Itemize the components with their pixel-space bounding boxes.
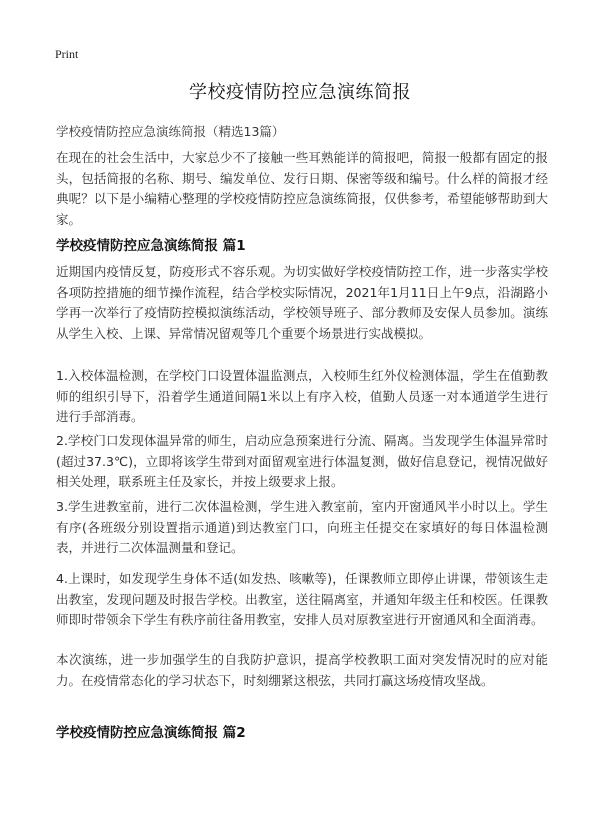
section-heading-2: 学校疫情防控应急演练简报 篇2: [56, 725, 246, 741]
print-link[interactable]: Print: [55, 47, 79, 61]
section-1-paragraph-4: 3.学生进教室前，进行二次体温检测，学生进入教室前，室内开窗通风半小时以上。学生有序(各班级分别设置指示通道)到达教室门口，向班主任提交在家填好的每日体温检测表，并进行二次体温测量和登记。: [56, 499, 548, 555]
section-1-paragraph-1: 近期国内疫情反复，防疫形式不容乐观。为切实做好学校疫情防控工作，进一步落实学校各项防控措施的细节操作流程，结合学校实际情况，2021年1月11日上午9点，沿湖路小学再一次举行了疫情防控模拟演练活动，学校领导班子、部分教师及安保人员参加。演练从学生入校、上课、异常情况留观等几个重要个场景进行实战模拟。: [56, 264, 548, 341]
section-1-paragraph-5: 4.上课时，如发现学生身体不适(如发热、咳嗽等)，任课教师立即停止讲课，带领该生走出教室，发现问题及时报告学校。出教室，送往隔离室，并通知年级主任和校医。任课教师即时带领余下学生有秩序前往备用教室，安排人员对原教室进行开窗通风和全面消毒。: [56, 571, 548, 627]
section-1-paragraph-6: 本次演练，进一步加强学生的自我防护意识，提高学校教职工面对突发情况时的应对能力。在疫情常态化的学习状态下，时刻绷紧这根弦，共同打赢这场疫情攻坚战。: [56, 652, 548, 688]
section-1-paragraph-3: 2.学校门口发现体温异常的师生，启动应急预案进行分流、隔离。当发现学生体温异常时(超过37.3℃)，立即将该学生带到对面留观室进行体温复测，做好信息登记，视情况做好相关处理，联系班主任及家长，并按上级要求上报。: [56, 433, 548, 489]
subtitle: 学校疫情防控应急演练简报（精选13篇）: [56, 124, 285, 139]
page-title: 学校疫情防控应急演练简报: [189, 82, 411, 103]
section-1-paragraph-2: 1.入校体温检测，在学校门口设置体温监测点，入校师生红外仪检测体温，学生在值勤教师的组织引导下，沿着学生通道间隔1米以上有序入校，值勤人员逐一对本通道学生进行进行手部消毒。: [56, 368, 548, 424]
section-heading-1: 学校疫情防控应急演练简报 篇1: [56, 238, 246, 254]
intro-paragraph: 在现在的社会生活中，大家总少不了接触一些耳熟能详的简报吧，简报一般都有固定的报头，包括简报的名称、期号、编发单位、发行日期、保密等级和编号。什么样的简报才经典呢？以下是小编精心整理的学校疫情防控应急演练简报，仅供参考，希望能够帮助到大家。: [56, 150, 548, 227]
